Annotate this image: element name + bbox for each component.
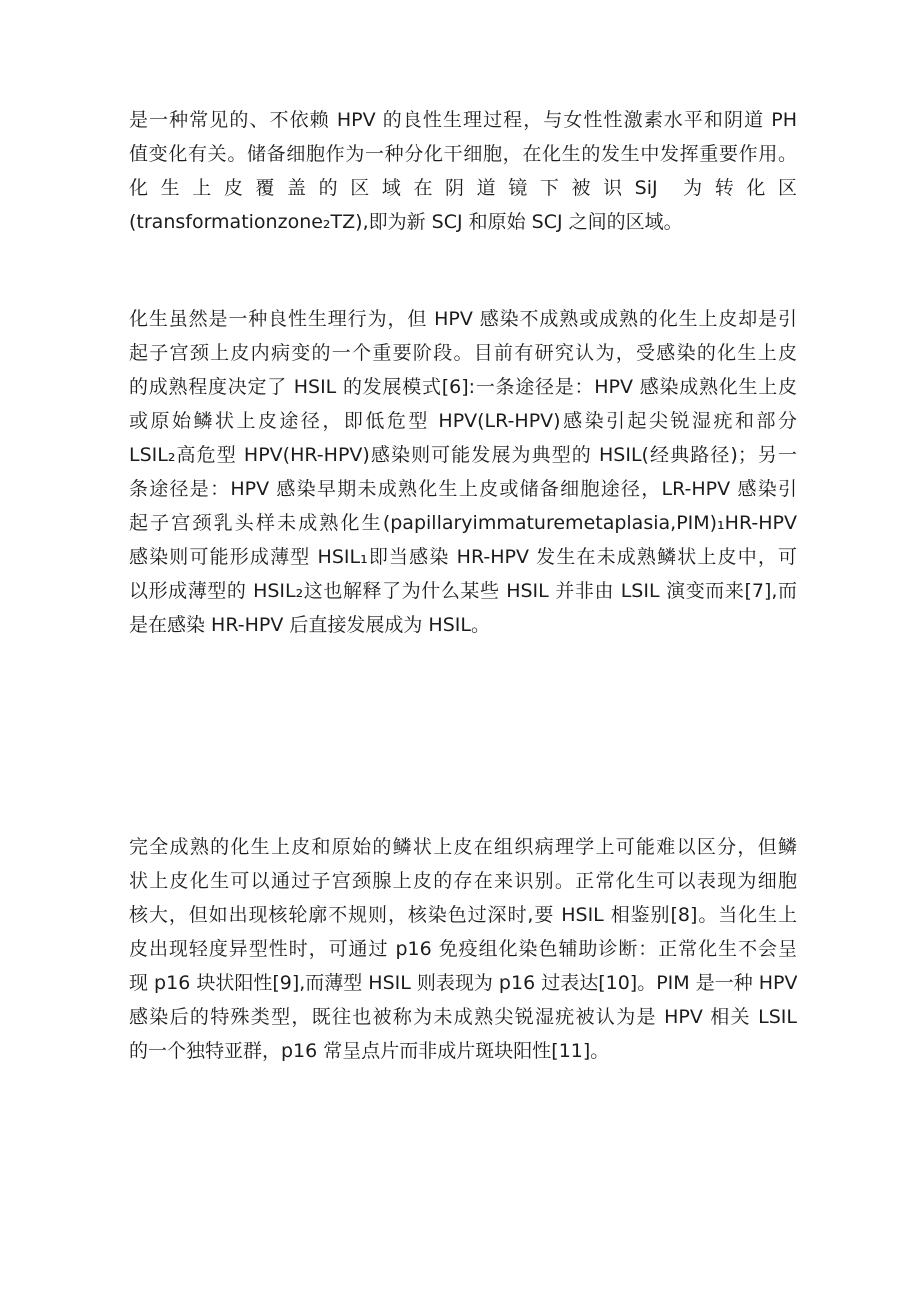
- text-line: 起子宫颈上皮内病变的一个重要阶段。目前有研究认为，受感染的化生上皮: [129, 342, 797, 364]
- text-line: 状上皮化生可以通过子宫颈腺上皮的存在来识别。正常化生可以表现为细胞: [129, 870, 797, 892]
- text-line: 皮出现轻度异型性时，可通过 p16 免疫组化染色辅助诊断：正常化生不会呈: [129, 938, 797, 960]
- text-line: 或原始鳞状上皮途径，即低危型 HPV(LR-HPV)感染引起尖锐湿疣和部分: [129, 410, 797, 432]
- paragraph-1: [129, 103, 797, 239]
- text-line: (transformationzone₂TZ),即为新 SCJ 和原始 SCJ 之间的区域。: [129, 211, 683, 233]
- text-line: 的一个独特亚群，p16 常呈点片而非成片斑块阳性[11]。: [129, 1040, 610, 1062]
- text-line: LSIL₂高危型 HPV(HR-HPV)感染则可能发展为典型的 HSIL(经典路径)；另一: [129, 444, 797, 466]
- text-line: 是一种常见的、不依赖 HPV 的良性生理过程，与女性性激素水平和阴道 PH: [129, 109, 797, 131]
- text-line: 以形成薄型的 HSIL₂这也解释了为什么某些 HSIL 并非由 LSIL 演变而来[7],而: [129, 580, 797, 602]
- text-line: 值变化有关。储备细胞作为一种分化干细胞，在化生的发生中发挥重要作用。: [129, 143, 797, 165]
- paragraph-3: [129, 830, 797, 1068]
- text-line: 的成熟程度决定了 HSIL 的发展模式[6]:一条途径是：HPV 感染成熟化生上皮: [129, 376, 797, 398]
- text-line: 起子宫颈乳头样未成熟化生(papillaryimmaturemetaplasia,PIM)₁HR-HPV: [129, 512, 797, 534]
- text-line: 感染后的特殊类型，既往也被称为未成熟尖锐湿疣被认为是 HPV 相关 LSIL: [129, 1006, 797, 1028]
- text-line: 条途径是：HPV 感染早期未成熟化生上皮或储备细胞途径，LR-HPV 感染引: [129, 478, 797, 500]
- text-line: 化 生 上 皮 覆 盖 的 区 域 在 阴 道 镜 下 被 识 SiJ 为 转 化 区: [129, 177, 797, 199]
- text-line: 完全成熟的化生上皮和原始的鳞状上皮在组织病理学上可能难以区分，但鳞: [129, 836, 797, 858]
- text-line: 现 p16 块状阳性[9],而薄型 HSIL 则表现为 p16 过表达[10]。PIM 是一种 HPV: [129, 972, 797, 994]
- text-line: 是在感染 HR-HPV 后直接发展成为 HSIL。: [129, 614, 490, 636]
- text-line: 感染则可能形成薄型 HSIL₁即当感染 HR-HPV 发生在未成熟鳞状上皮中，可: [129, 546, 797, 568]
- paragraph-2: [129, 302, 797, 642]
- text-line: 核大，但如出现核轮廓不规则，核染色过深时,要 HSIL 相鉴别[8]。当化生上: [129, 904, 797, 926]
- text-line: 化生虽然是一种良性生理行为，但 HPV 感染不成熟或成熟的化生上皮却是引: [129, 308, 797, 330]
